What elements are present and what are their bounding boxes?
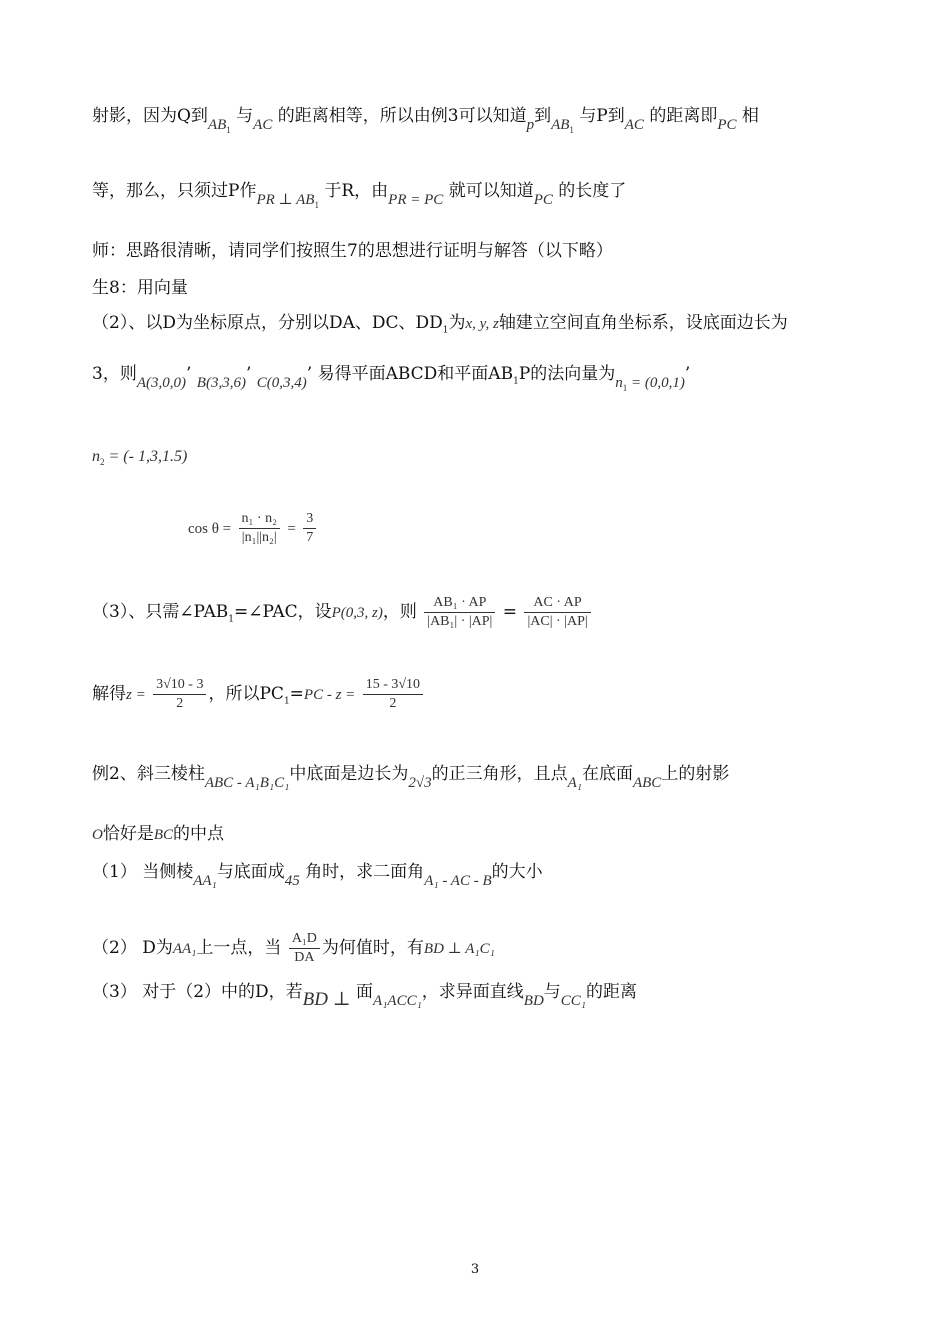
- text: 为何值时，有: [321, 938, 424, 958]
- math-text: =: [287, 521, 296, 537]
- fraction-denominator: |AB₁| · |AP|: [427, 614, 493, 629]
- math-text: z =: [126, 687, 146, 703]
- text: 为: [448, 313, 466, 333]
- math-point-p: P(0,3, z): [331, 605, 383, 621]
- page-number: 3: [470, 1262, 480, 1277]
- text: （3） 对于（2）中的D，若: [92, 982, 303, 1002]
- text: （3）、只需∠PAB: [92, 602, 229, 622]
- subscript: 1: [314, 200, 319, 210]
- text: ’: [684, 364, 691, 384]
- text: 上一点，当: [196, 938, 282, 958]
- math-2sqrt3: 2√3: [408, 775, 432, 791]
- fraction-numerator: 3: [303, 510, 316, 529]
- question-3: [92, 980, 862, 1010]
- fraction: [363, 676, 423, 713]
- text: 与P到: [579, 106, 625, 126]
- fraction-denominator: 2: [389, 696, 397, 711]
- math-text: n: [615, 375, 623, 391]
- fraction-denominator: DA: [294, 950, 315, 965]
- paragraph-line-10: [92, 676, 862, 713]
- math-point-a: A(3,0,0): [136, 375, 186, 391]
- math-ac: AC: [253, 117, 273, 133]
- text: 中底面是边长为: [289, 764, 409, 784]
- text: 就可以知道: [448, 181, 534, 201]
- text: 角时，求二面角: [305, 862, 425, 882]
- text: 生8：用向量: [92, 278, 188, 298]
- text: 在底面: [581, 764, 633, 784]
- text: 的距离: [586, 982, 638, 1002]
- paragraph-line-5: [92, 311, 862, 342]
- text: P的法向量为: [518, 364, 616, 384]
- subscript: 1: [442, 325, 449, 336]
- paragraph-line-4: [92, 276, 862, 300]
- paragraph-line-11: [92, 762, 862, 791]
- paragraph-line-3: [92, 239, 862, 263]
- math-text: PR ⊥ AB: [256, 192, 315, 208]
- text: ，求异面直线: [421, 982, 524, 1002]
- text: 恰好是: [102, 824, 154, 844]
- math-ac: AC: [624, 117, 644, 133]
- fraction-numerator: AC · AP: [524, 594, 590, 613]
- text: 等，那么，只须过P作: [92, 181, 257, 201]
- math-pr-perp-ab1: [256, 192, 319, 208]
- text: ’: [185, 364, 192, 384]
- math-xyz: x, y, z: [465, 316, 499, 332]
- text: ，则: [382, 602, 417, 622]
- fraction-numerator: A₁D: [289, 930, 320, 949]
- text: =: [289, 684, 304, 704]
- text: 与: [543, 982, 561, 1002]
- fraction-numerator: 15 - 3√10: [363, 676, 423, 695]
- math-prism: ABC - A₁B₁C₁: [204, 775, 290, 791]
- math-text: PC - z =: [303, 687, 356, 703]
- question-2: [92, 930, 862, 967]
- math-n1: [615, 375, 685, 391]
- text: 与: [236, 106, 254, 126]
- text: 于R，由: [324, 181, 389, 201]
- text: （2） D为: [92, 938, 173, 958]
- fraction: [153, 676, 206, 713]
- formula-cos-theta: [188, 510, 862, 547]
- paragraph-line-9: [92, 594, 862, 631]
- subscript: 1: [513, 376, 519, 387]
- fraction: [289, 930, 320, 967]
- vector-fraction: [524, 594, 590, 631]
- math-45: 45: [284, 873, 300, 889]
- math-cc1: CC₁: [560, 993, 587, 1009]
- subscript: 2: [100, 457, 105, 468]
- fraction-numerator: n₁ · n₂: [239, 510, 280, 529]
- text: 的正三角形，且点: [431, 764, 568, 784]
- math-pc: PC: [533, 192, 553, 208]
- text: 的距离相等，所以由例3可以知道: [277, 106, 527, 126]
- text: 的大小: [491, 862, 543, 882]
- text: 到: [534, 106, 552, 126]
- math-bd: BD: [523, 993, 544, 1009]
- fraction-numerator: 3√10 - 3: [153, 676, 206, 695]
- text: 的中点: [173, 824, 225, 844]
- text: =∠PAC，设: [233, 602, 332, 622]
- math-n2: [92, 448, 188, 468]
- math-aa1: AA₁: [172, 941, 197, 957]
- text: 射影，因为Q到: [92, 106, 208, 126]
- subscript: 1: [569, 125, 574, 135]
- paragraph-line-7: [92, 444, 862, 474]
- math-aa1: AA₁: [193, 873, 217, 889]
- math-ab1: [208, 117, 231, 133]
- fraction: [239, 510, 280, 547]
- math-text: n: [92, 448, 100, 465]
- text: 相: [741, 106, 759, 126]
- math-abc: ABC: [632, 775, 662, 791]
- subscript: 1: [283, 696, 290, 707]
- subscript: 1: [622, 383, 628, 393]
- math-text: AB: [551, 117, 570, 133]
- text: 面: [356, 982, 374, 1002]
- text: 轴建立空间直角坐标系，设底面边长为: [498, 313, 788, 333]
- text: ’ 易得平面ABCD和平面AB: [306, 364, 514, 384]
- fraction-denominator: 7: [306, 530, 314, 545]
- math-ab1: [551, 117, 574, 133]
- text: 上的射影: [661, 764, 730, 784]
- math-plane: A₁ACC₁: [373, 993, 422, 1009]
- fraction-numerator: AB₁ · AP: [424, 594, 495, 613]
- text: 的距离即: [649, 106, 718, 126]
- math-text: = (- 1,3,1.5): [104, 448, 188, 465]
- paragraph-line-12: [92, 822, 862, 847]
- math-point-c: C(0,3,4): [256, 375, 307, 391]
- math-bd-perp: BD ⊥: [302, 989, 351, 1010]
- subscript: 1: [226, 125, 231, 135]
- math-text: cos θ =: [188, 521, 232, 537]
- text: 与底面成: [216, 862, 285, 882]
- paragraph-line-1: [92, 104, 862, 134]
- question-1: [92, 860, 862, 889]
- text: ，所以PC: [208, 684, 284, 704]
- text: 师：思路很清晰，请同学们按照生7的思想进行证明与解答（以下略）: [92, 241, 613, 261]
- fraction: [303, 510, 316, 547]
- math-o: O: [92, 827, 103, 843]
- fraction-denominator: 2: [176, 696, 184, 711]
- paragraph-line-2: [92, 179, 862, 209]
- math-point-b: B(3,3,6): [196, 375, 246, 391]
- vector-fraction: [424, 594, 495, 631]
- math-bc: BC: [153, 827, 174, 843]
- paragraph-line-6: [92, 362, 862, 393]
- math-bd-perp-a1c1: BD ⊥ A₁C₁: [423, 941, 495, 957]
- text: =: [502, 602, 518, 622]
- text: 3，则: [92, 364, 137, 384]
- fraction-denominator: |n₁||n₂|: [241, 530, 277, 545]
- text: （2）、以D为坐标原点，分别以DA、DC、DD: [92, 313, 443, 333]
- text: 例2、斜三棱柱: [92, 764, 205, 784]
- math-a1: A₁: [567, 775, 582, 791]
- text: （1） 当侧棱: [92, 862, 194, 882]
- math-text: AB: [207, 117, 227, 133]
- fraction-denominator: |AC| · |AP|: [527, 614, 588, 629]
- math-p: p: [526, 117, 535, 133]
- math-dihedral: A₁ - AC - B: [424, 873, 492, 889]
- text: 的长度了: [558, 181, 627, 201]
- math-text: = (0,0,1): [627, 375, 685, 391]
- text: 解得: [92, 684, 126, 704]
- text: ’: [245, 364, 252, 384]
- math-pr-eq-pc: PR = PC: [388, 192, 444, 208]
- subscript: 1: [228, 614, 234, 625]
- math-pc: PC: [717, 117, 737, 133]
